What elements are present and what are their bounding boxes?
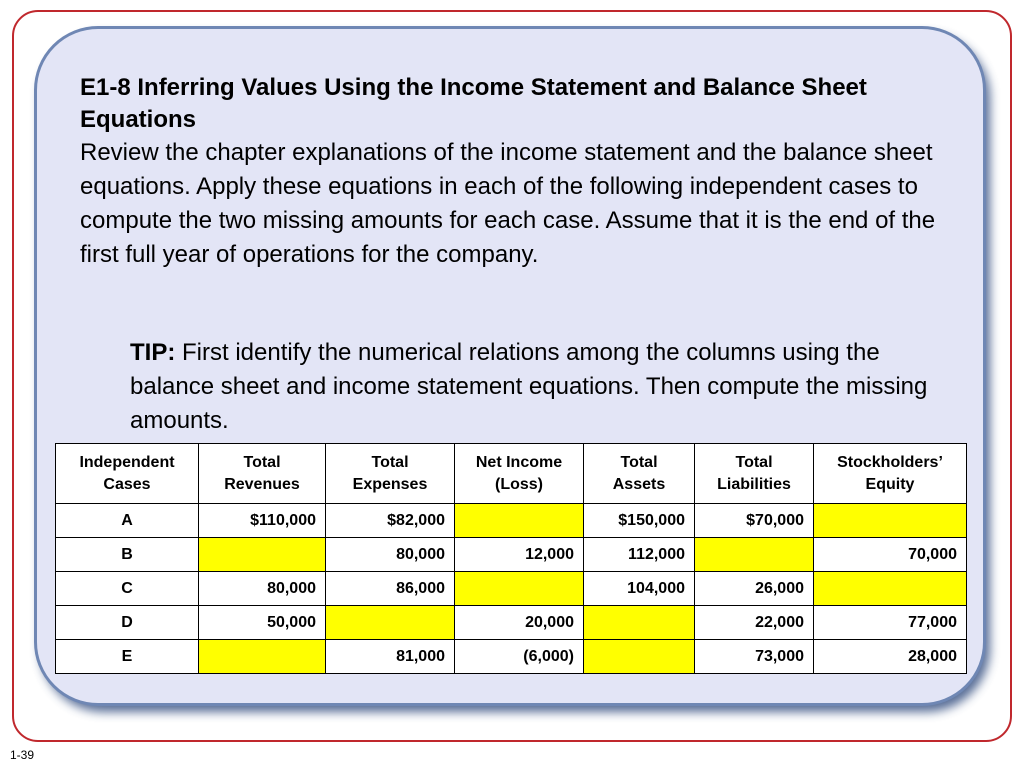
- amount-cell: 86,000: [326, 572, 455, 606]
- amount-cell: 20,000: [455, 606, 584, 640]
- table-row: [56, 538, 967, 572]
- case-label-cell: D: [56, 606, 199, 640]
- case-label-cell: B: [56, 538, 199, 572]
- missing-amount-cell: [199, 538, 326, 572]
- amount-cell: 80,000: [326, 538, 455, 572]
- amount-cell: 104,000: [584, 572, 695, 606]
- table-row: [56, 606, 967, 640]
- header-total-revenues: Total Revenues: [199, 444, 326, 504]
- tip-box: [130, 336, 950, 438]
- missing-amount-cell: [455, 572, 584, 606]
- amount-cell: (6,000): [455, 640, 584, 674]
- header-stockholders-equity: Stockholders’ Equity: [814, 444, 967, 504]
- missing-amount-cell: [695, 538, 814, 572]
- missing-amount-cell: [326, 606, 455, 640]
- table-header-row: [56, 444, 967, 504]
- amount-cell: $70,000: [695, 504, 814, 538]
- missing-amount-cell: [814, 572, 967, 606]
- missing-amount-cell: [584, 606, 695, 640]
- header-independent-cases: Independent Cases: [56, 444, 199, 504]
- amount-cell: 50,000: [199, 606, 326, 640]
- header-total-assets: Total Assets: [584, 444, 695, 504]
- missing-amount-cell: [584, 640, 695, 674]
- amount-cell: 12,000: [455, 538, 584, 572]
- amount-cell: 80,000: [199, 572, 326, 606]
- case-label-cell: C: [56, 572, 199, 606]
- slide-number: 1-39: [10, 748, 35, 762]
- amount-cell: 112,000: [584, 538, 695, 572]
- case-label-cell: E: [56, 640, 199, 674]
- missing-amount-cell: [814, 504, 967, 538]
- amount-cell: 77,000: [814, 606, 967, 640]
- amount-cell: 28,000: [814, 640, 967, 674]
- amount-cell: 73,000: [695, 640, 814, 674]
- header-total-expenses: Total Expenses: [326, 444, 455, 504]
- amount-cell: 22,000: [695, 606, 814, 640]
- missing-amount-cell: [455, 504, 584, 538]
- amount-cell: $150,000: [584, 504, 695, 538]
- amount-cell: 26,000: [695, 572, 814, 606]
- exercise-text: [80, 72, 950, 272]
- missing-amount-cell: [199, 640, 326, 674]
- exercise-title: E1-8 Inferring Values Using the Income Statement and Balance Sheet Equations: [80, 74, 867, 133]
- tip-text: First identify the numerical relations among the columns using the balance sheet and income statement equations. Then compute the missing amounts.: [130, 339, 928, 434]
- table-body: [56, 504, 967, 674]
- tip-label: TIP:: [130, 339, 176, 366]
- amount-cell: 70,000: [814, 538, 967, 572]
- header-total-liabilities: Total Liabilities: [695, 444, 814, 504]
- exercise-description: Review the chapter explanations of the income statement and the balance sheet equations. Apply these equations in each of the following independent cases to compute the two missing amounts for each case. Assume that it is the end of the first full year of operations for the company.: [80, 139, 936, 268]
- table-row: [56, 640, 967, 674]
- table-row: [56, 572, 967, 606]
- amount-cell: $82,000: [326, 504, 455, 538]
- amount-cell: $110,000: [199, 504, 326, 538]
- cases-table: [55, 443, 967, 674]
- table-row: [56, 504, 967, 538]
- case-label-cell: A: [56, 504, 199, 538]
- header-net-income: Net Income (Loss): [455, 444, 584, 504]
- amount-cell: 81,000: [326, 640, 455, 674]
